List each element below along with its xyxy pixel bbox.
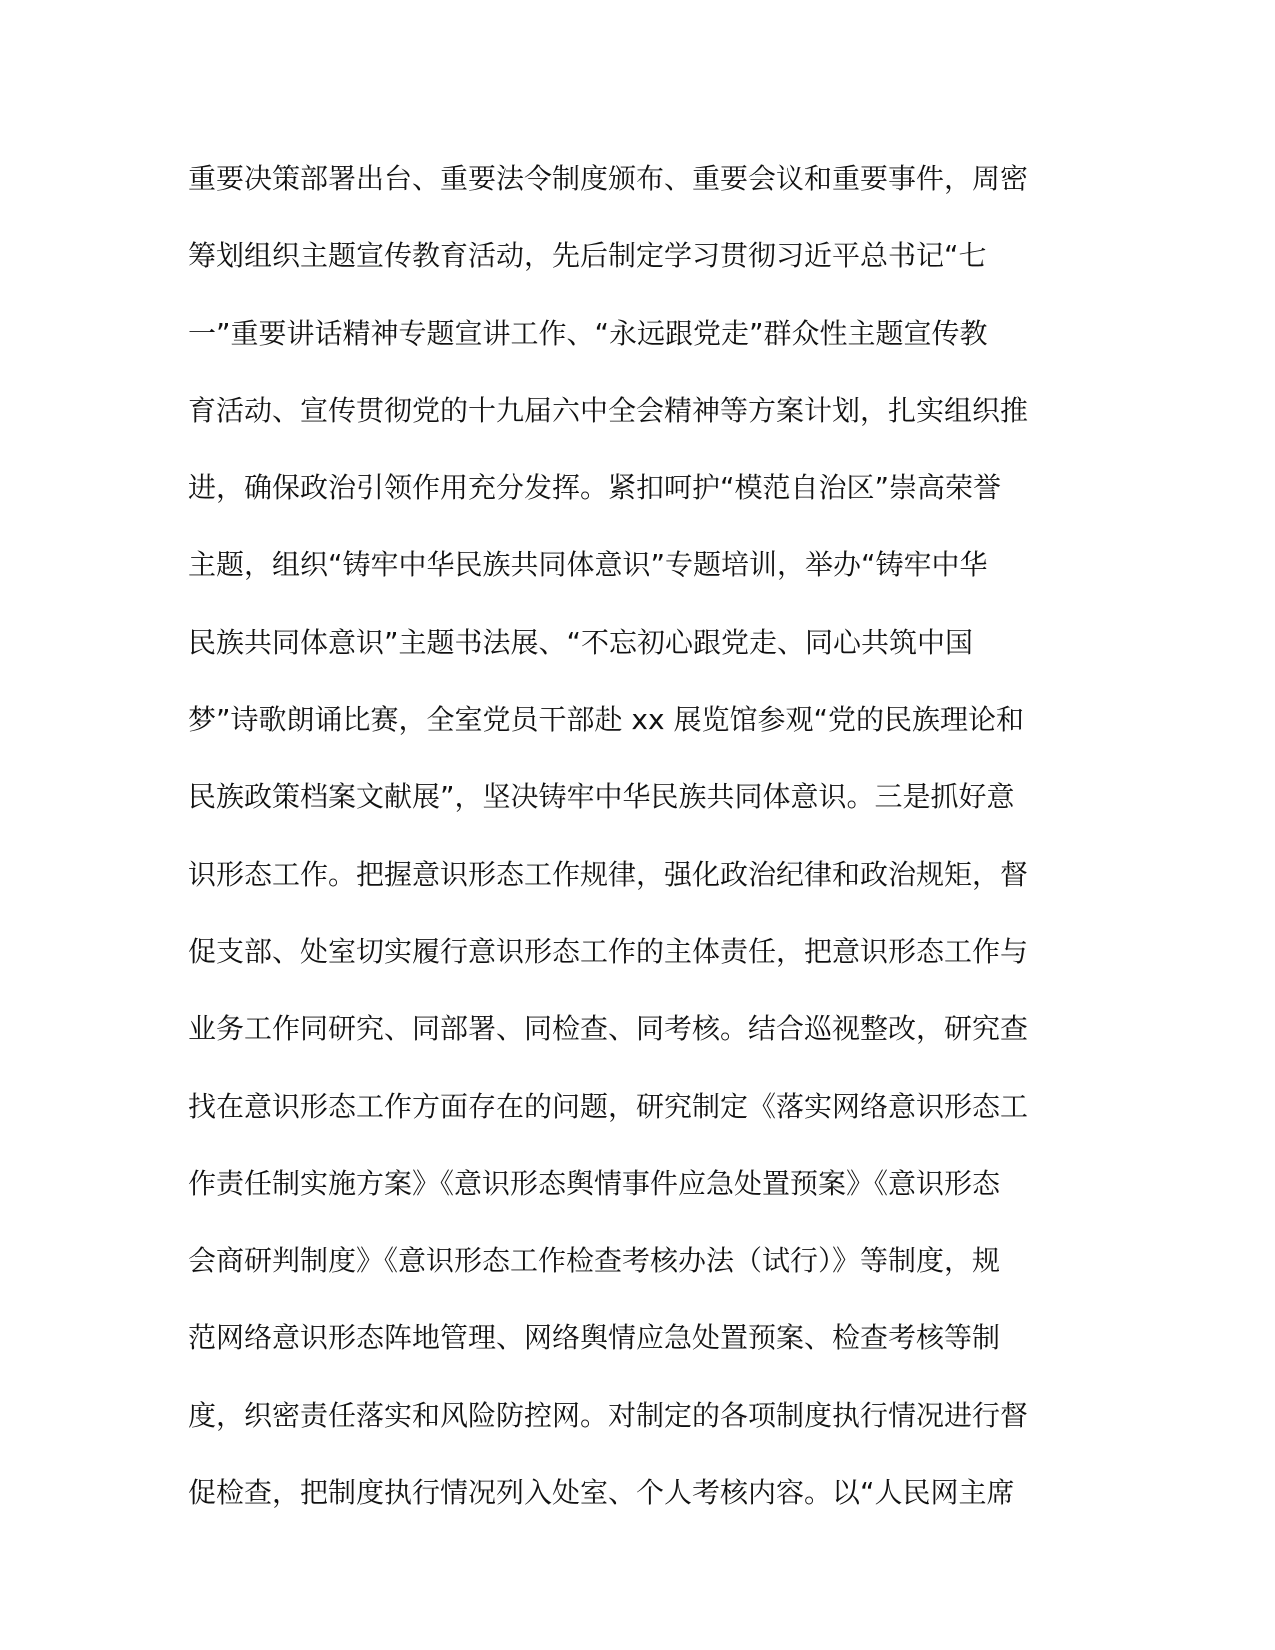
text-line: 度，织密责任落实和风险防控网。对制定的各项制度执行情况进行督 bbox=[188, 1398, 1029, 1432]
text-line: 梦”诗歌朗诵比赛，全室党员干部赴 xx 展览馆参观“党的民族理论和 bbox=[188, 703, 1024, 737]
text-line: 民族政策档案文献展”，坚决铸牢中华民族共同体意识。三是抓好意 bbox=[188, 780, 1015, 814]
text-line: 民族共同体意识”主题书法展、“不忘初心跟党走、同心共筑中国 bbox=[188, 625, 974, 659]
text-line: 筹划组织主题宣传教育活动，先后制定学习贯彻习近平总书记“七 bbox=[188, 239, 987, 273]
text-line: 业务工作同研究、同部署、同检查、同考核。结合巡视整改，研究查 bbox=[188, 1012, 1029, 1046]
text-line: 找在意识形态工作方面存在的问题，研究制定《落实网络意识形态工 bbox=[188, 1089, 1029, 1123]
text-line: 一”重要讲话精神专题宣讲工作、“永远跟党走”群众性主题宣传教 bbox=[188, 316, 988, 350]
text-line: 重要决策部署出台、重要法令制度颁布、重要会议和重要事件，周密 bbox=[188, 162, 1029, 195]
text-line: 范网络意识形态阵地管理、网络舆情应急处置预案、检查考核等制 bbox=[188, 1321, 1001, 1355]
text-line: 育活动、宣传贯彻党的十九届六中全会精神等方案计划，扎实组织推 bbox=[188, 393, 1029, 427]
text-line: 促支部、处室切实履行意识形态工作的主体责任，把意识形态工作与 bbox=[188, 934, 1029, 968]
text-line: 主题，组织“铸牢中华民族共同体意识”专题培训，举办“铸牢中华 bbox=[188, 548, 988, 582]
text-line: 会商研判制度》《意识形态工作检查考核办法（试行）》等制度，规 bbox=[188, 1244, 1001, 1278]
text-line: 作责任制实施方案》《意识形态舆情事件应急处置预案》《意识形态 bbox=[188, 1166, 1001, 1200]
text-line: 识形态工作。把握意识形态工作规律，强化政治纪律和政治规矩，督 bbox=[188, 857, 1029, 891]
text-line: 促检查，把制度执行情况列入处室、个人考核内容。以“人民网主席 bbox=[188, 1476, 1015, 1510]
text-line: 进，确保政治引领作用充分发挥。紧扣呵护“模范自治区”崇高荣誉 bbox=[188, 471, 1002, 505]
body-text bbox=[188, 140, 1088, 1531]
